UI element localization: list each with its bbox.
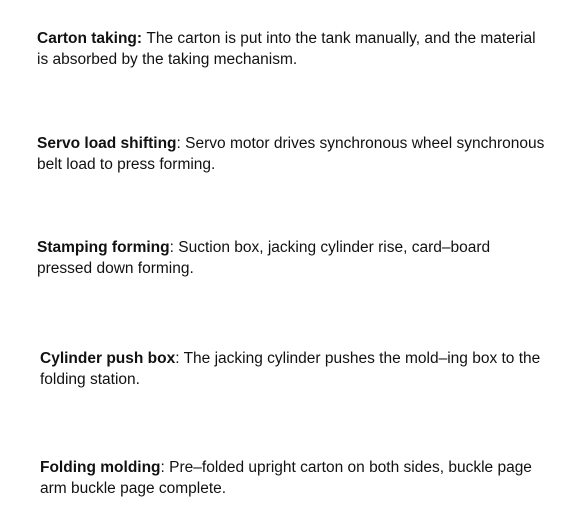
step-carton-taking bbox=[37, 28, 547, 70]
step-description: Suction box, jacking cylinder rise, card–board pressed down forming. bbox=[37, 239, 491, 277]
step-name: Stamping forming bbox=[37, 239, 170, 256]
colon: : bbox=[169, 239, 179, 256]
step-name: Folding molding bbox=[40, 459, 161, 476]
step-name: Cylinder push box bbox=[40, 350, 176, 367]
step-description: Servo motor drives synchronous wheel synchronous belt load to press forming. bbox=[37, 135, 545, 173]
step-description: The carton is put into the tank manually, and the material is absorbed by the taking mechanism. bbox=[37, 30, 536, 68]
step-folding-molding bbox=[40, 457, 550, 499]
step-name: Servo load shifting bbox=[37, 135, 177, 152]
colon: : bbox=[175, 350, 184, 367]
step-servo-load-shifting bbox=[37, 133, 547, 175]
step-stamping-forming bbox=[37, 237, 547, 279]
step-description: Pre–folded upright carton on both sides, buckle page arm buckle page complete. bbox=[40, 459, 532, 497]
step-cylinder-push-box bbox=[40, 348, 550, 390]
step-name: Carton taking bbox=[37, 30, 137, 47]
step-description: The jacking cylinder pushes the mold–ing box to the folding station. bbox=[40, 350, 541, 388]
colon: : bbox=[176, 135, 186, 152]
colon: : bbox=[136, 30, 147, 47]
colon: : bbox=[160, 459, 170, 476]
